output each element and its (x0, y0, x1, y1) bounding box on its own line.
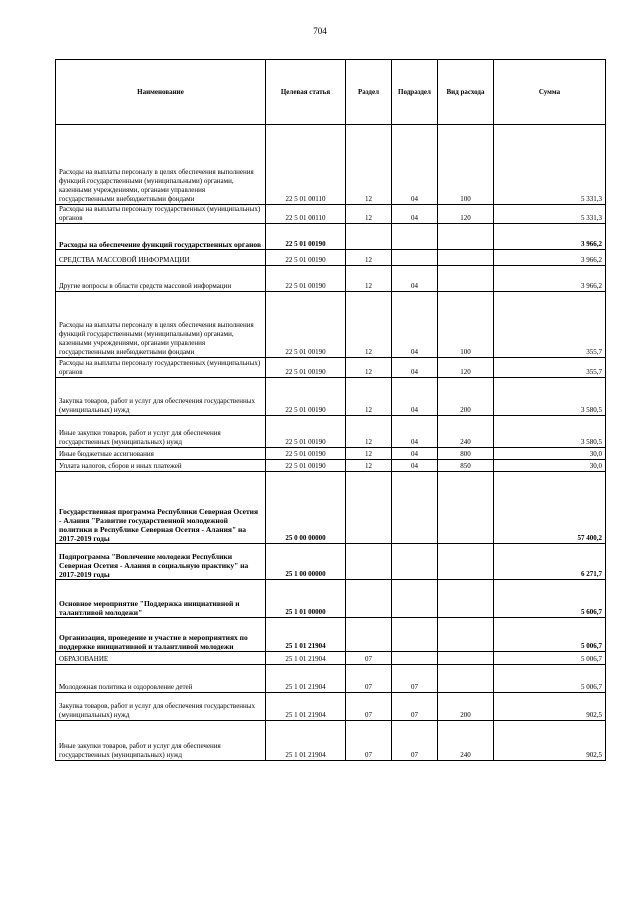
cell-target-article: 22 5 01 00190 (266, 266, 346, 292)
cell-name: Организация, проведение и участие в мероприятиях по поддержке инициативной и талантливой молодежи (56, 618, 266, 652)
table-row (56, 292, 606, 358)
cell-expense-type: 120 (438, 205, 494, 224)
table-header-row (56, 60, 606, 125)
cell-expense-type (438, 472, 494, 544)
cell-sum: 5 331,3 (494, 125, 606, 205)
header-subsection: Подраздел (392, 60, 438, 125)
cell-expense-type (438, 544, 494, 580)
cell-name: СРЕДСТВА МАССОВОЙ ИНФОРМАЦИИ (56, 250, 266, 266)
header-target-article: Целевая статья (266, 60, 346, 125)
cell-subsection: 04 (392, 266, 438, 292)
cell-name: Расходы на выплаты персоналу государственных (муниципальных) органов (56, 205, 266, 224)
cell-expense-type: 800 (438, 448, 494, 460)
header-section: Раздел (346, 60, 392, 125)
cell-section: 12 (346, 125, 392, 205)
cell-name: Закупка товаров, работ и услуг для обеспечения государственных (муниципальных) нужд (56, 693, 266, 721)
cell-expense-type: 100 (438, 292, 494, 358)
table-row (56, 618, 606, 652)
cell-name: ОБРАЗОВАНИЕ (56, 652, 266, 665)
cell-section: 12 (346, 358, 392, 378)
cell-subsection: 07 (392, 693, 438, 721)
cell-subsection: 04 (392, 460, 438, 472)
cell-section: 12 (346, 266, 392, 292)
cell-section (346, 224, 392, 250)
cell-target-article: 22 5 01 00190 (266, 460, 346, 472)
cell-sum: 30,0 (494, 448, 606, 460)
cell-target-article: 22 5 01 00190 (266, 448, 346, 460)
cell-expense-type (438, 224, 494, 250)
cell-subsection (392, 580, 438, 618)
table-row (56, 205, 606, 224)
table-row (56, 448, 606, 460)
cell-target-article: 22 5 01 00110 (266, 205, 346, 224)
cell-expense-type (438, 250, 494, 266)
cell-expense-type: 120 (438, 358, 494, 378)
cell-subsection (392, 224, 438, 250)
cell-target-article: 25 0 00 00000 (266, 472, 346, 544)
cell-sum: 5 006,7 (494, 665, 606, 693)
cell-section (346, 544, 392, 580)
cell-section: 12 (346, 448, 392, 460)
cell-section: 12 (346, 460, 392, 472)
cell-subsection: 04 (392, 205, 438, 224)
cell-section: 07 (346, 665, 392, 693)
cell-subsection: 04 (392, 358, 438, 378)
header-expense-type: Вид расхода (438, 60, 494, 125)
cell-expense-type (438, 266, 494, 292)
table-row (56, 266, 606, 292)
cell-section: 12 (346, 292, 392, 358)
cell-section: 07 (346, 721, 392, 761)
cell-target-article: 22 5 01 00190 (266, 416, 346, 448)
cell-sum: 902,5 (494, 721, 606, 761)
cell-expense-type (438, 652, 494, 665)
table-row (56, 721, 606, 761)
cell-name: Подпрограмма "Вовлечение молодежи Республики Северная Осетия - Алания в социальную практику" на 2017-2019 годы (56, 544, 266, 580)
cell-target-article: 25 1 01 21904 (266, 665, 346, 693)
cell-name: Иные закупки товаров, работ и услуг для обеспечения государственных (муниципальных) нужд (56, 416, 266, 448)
cell-section: 12 (346, 205, 392, 224)
cell-name: Основное мероприятие "Поддержка инициативной и талантливой молодежи" (56, 580, 266, 618)
cell-expense-type (438, 665, 494, 693)
cell-subsection: 04 (392, 416, 438, 448)
cell-target-article: 22 5 01 00190 (266, 292, 346, 358)
table-row (56, 125, 606, 205)
table-row (56, 693, 606, 721)
table-row (56, 665, 606, 693)
cell-subsection: 04 (392, 125, 438, 205)
cell-subsection (392, 618, 438, 652)
table-row (56, 250, 606, 266)
cell-name: Расходы на выплаты персоналу в целях обеспечения выполнения функций государственными (муниципальными) органами, казенными учреждениями, органами управления государственными внебюджетными фондами (56, 292, 266, 358)
cell-target-article: 22 5 01 00190 (266, 250, 346, 266)
cell-name: Расходы на выплаты персоналу в целях обеспечения выполнения функций государственными (муниципальными) органами, казенными учреждениями, органами управления государственными внебюджетными фондами (56, 125, 266, 205)
cell-target-article: 25 1 01 21904 (266, 693, 346, 721)
cell-name: Расходы на обеспечение функций государственных органов (56, 224, 266, 250)
cell-subsection: 07 (392, 665, 438, 693)
cell-sum: 30,0 (494, 460, 606, 472)
cell-subsection: 07 (392, 721, 438, 761)
table-row (56, 358, 606, 378)
cell-target-article: 25 1 01 21904 (266, 721, 346, 761)
table-row (56, 472, 606, 544)
cell-target-article: 22 5 01 00190 (266, 358, 346, 378)
cell-section: 07 (346, 693, 392, 721)
cell-section: 12 (346, 250, 392, 266)
cell-name: Закупка товаров, работ и услуг для обеспечения государственных (муниципальных) нужд (56, 378, 266, 416)
cell-sum: 57 400,2 (494, 472, 606, 544)
cell-section (346, 472, 392, 544)
cell-sum: 3 966,2 (494, 250, 606, 266)
cell-target-article: 22 5 01 00190 (266, 378, 346, 416)
cell-expense-type: 200 (438, 378, 494, 416)
cell-subsection: 04 (392, 292, 438, 358)
cell-name: Государственная программа Республики Северная Осетия - Алания "Развитие государственной молодежной политики в Республике Северная Осетия - Алания" на 2017-2019 годы (56, 472, 266, 544)
cell-sum: 3 966,2 (494, 224, 606, 250)
cell-section (346, 580, 392, 618)
table-row (56, 416, 606, 448)
cell-expense-type: 850 (438, 460, 494, 472)
page-number: 704 (313, 26, 327, 36)
cell-expense-type (438, 618, 494, 652)
cell-section: 07 (346, 652, 392, 665)
cell-name: Другие вопросы в области средств массовой информации (56, 266, 266, 292)
cell-name: Расходы на выплаты персоналу государственных (муниципальных) органов (56, 358, 266, 378)
cell-sum: 902,5 (494, 693, 606, 721)
table-row (56, 544, 606, 580)
cell-expense-type (438, 580, 494, 618)
cell-subsection (392, 250, 438, 266)
cell-sum: 6 271,7 (494, 544, 606, 580)
table-row (56, 460, 606, 472)
cell-sum: 355,7 (494, 292, 606, 358)
cell-sum: 5 006,7 (494, 618, 606, 652)
cell-section (346, 618, 392, 652)
table-row (56, 652, 606, 665)
cell-subsection (392, 472, 438, 544)
budget-table (55, 59, 606, 761)
header-sum: Сумма (494, 60, 606, 125)
cell-sum: 355,7 (494, 358, 606, 378)
cell-target-article: 22 5 01 00110 (266, 125, 346, 205)
cell-subsection: 04 (392, 448, 438, 460)
cell-target-article: 25 1 01 21904 (266, 618, 346, 652)
cell-section: 12 (346, 416, 392, 448)
cell-name: Молодежная политика и оздоровление детей (56, 665, 266, 693)
cell-sum: 3 580,5 (494, 378, 606, 416)
cell-subsection (392, 652, 438, 665)
cell-sum: 5 606,7 (494, 580, 606, 618)
table-row (56, 224, 606, 250)
cell-subsection: 04 (392, 378, 438, 416)
cell-expense-type: 240 (438, 416, 494, 448)
cell-target-article: 22 5 01 00190 (266, 224, 346, 250)
cell-name: Уплата налогов, сборов и иных платежей (56, 460, 266, 472)
cell-sum: 5 331,3 (494, 205, 606, 224)
table-body (56, 125, 606, 761)
cell-subsection (392, 544, 438, 580)
header-name: Наименование (56, 60, 266, 125)
cell-target-article: 25 1 00 00000 (266, 544, 346, 580)
cell-section: 12 (346, 378, 392, 416)
cell-name: Иные закупки товаров, работ и услуг для обеспечения государственных (муниципальных) нужд (56, 721, 266, 761)
cell-sum: 5 006,7 (494, 652, 606, 665)
cell-expense-type: 200 (438, 693, 494, 721)
cell-expense-type: 100 (438, 125, 494, 205)
cell-expense-type: 240 (438, 721, 494, 761)
table-row (56, 580, 606, 618)
cell-target-article: 25 1 01 21904 (266, 652, 346, 665)
cell-sum: 3 580,5 (494, 416, 606, 448)
cell-sum: 3 966,2 (494, 266, 606, 292)
cell-name: Иные бюджетные ассигнования (56, 448, 266, 460)
table-row (56, 378, 606, 416)
cell-target-article: 25 1 01 00000 (266, 580, 346, 618)
